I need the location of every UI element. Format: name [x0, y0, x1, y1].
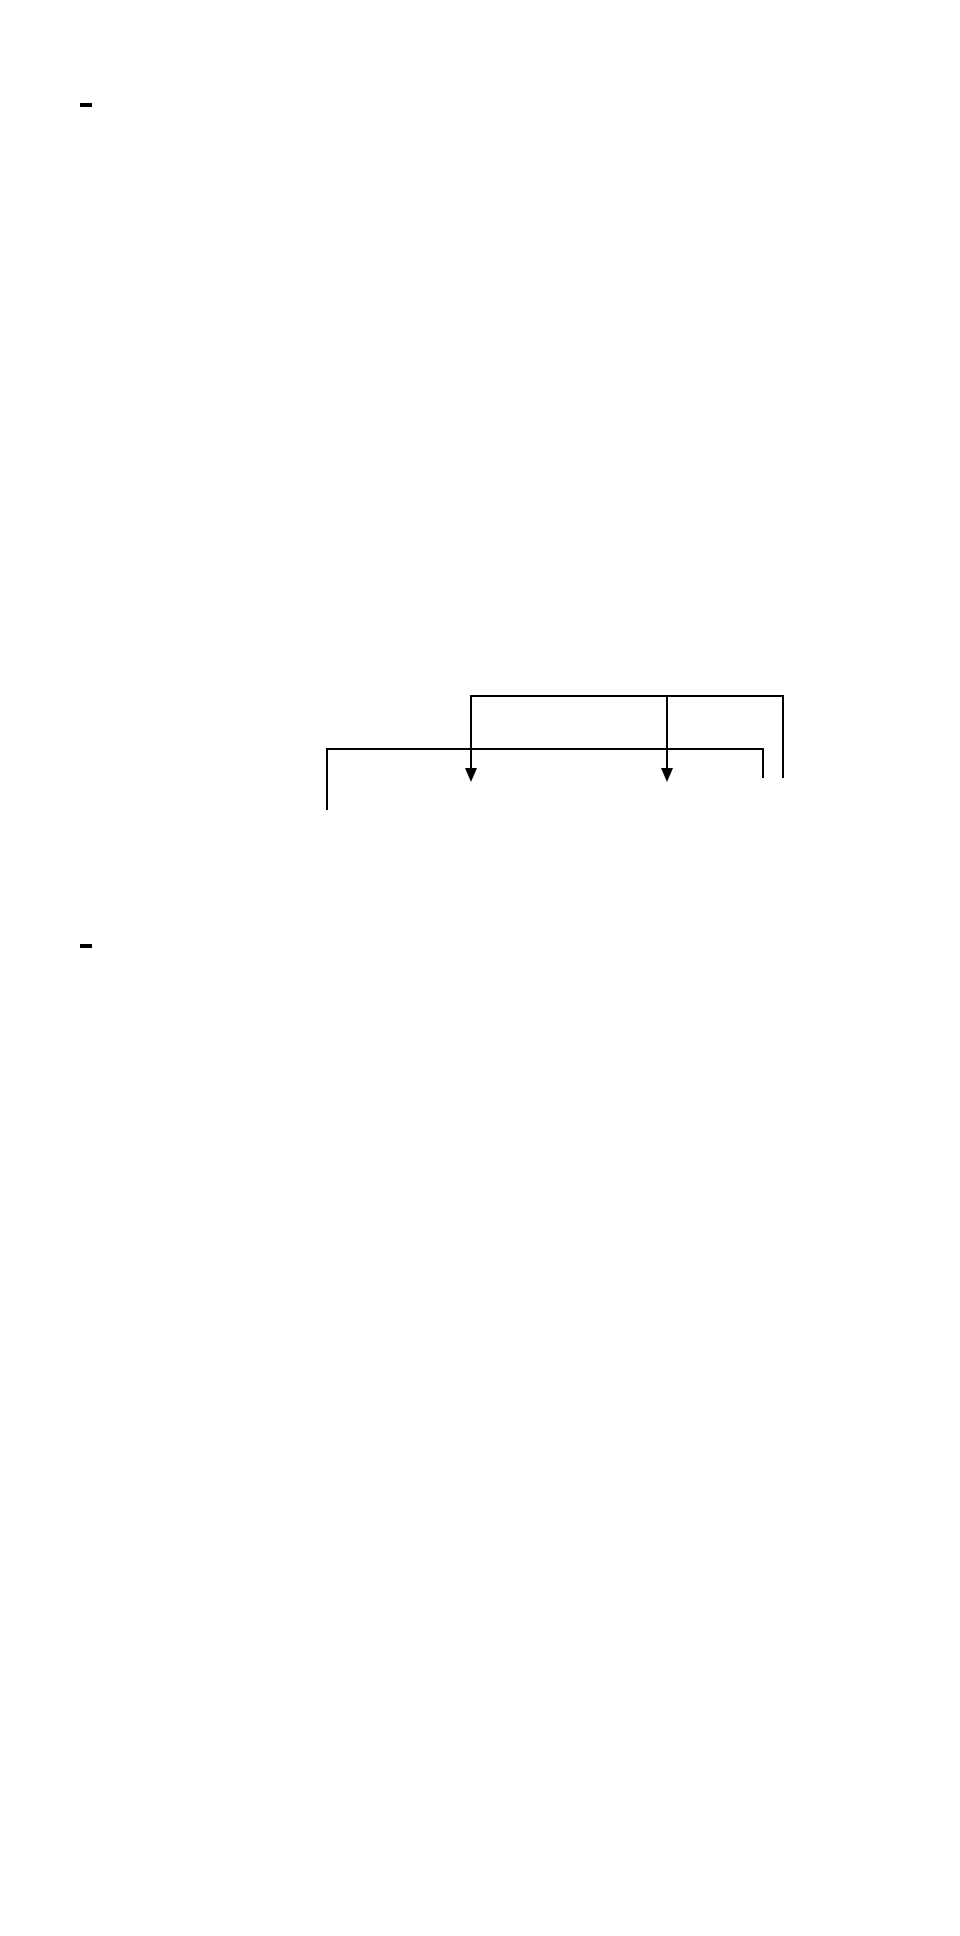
exercise-5-number: [80, 944, 92, 948]
sentence-parse-arrows: [0, 0, 960, 840]
